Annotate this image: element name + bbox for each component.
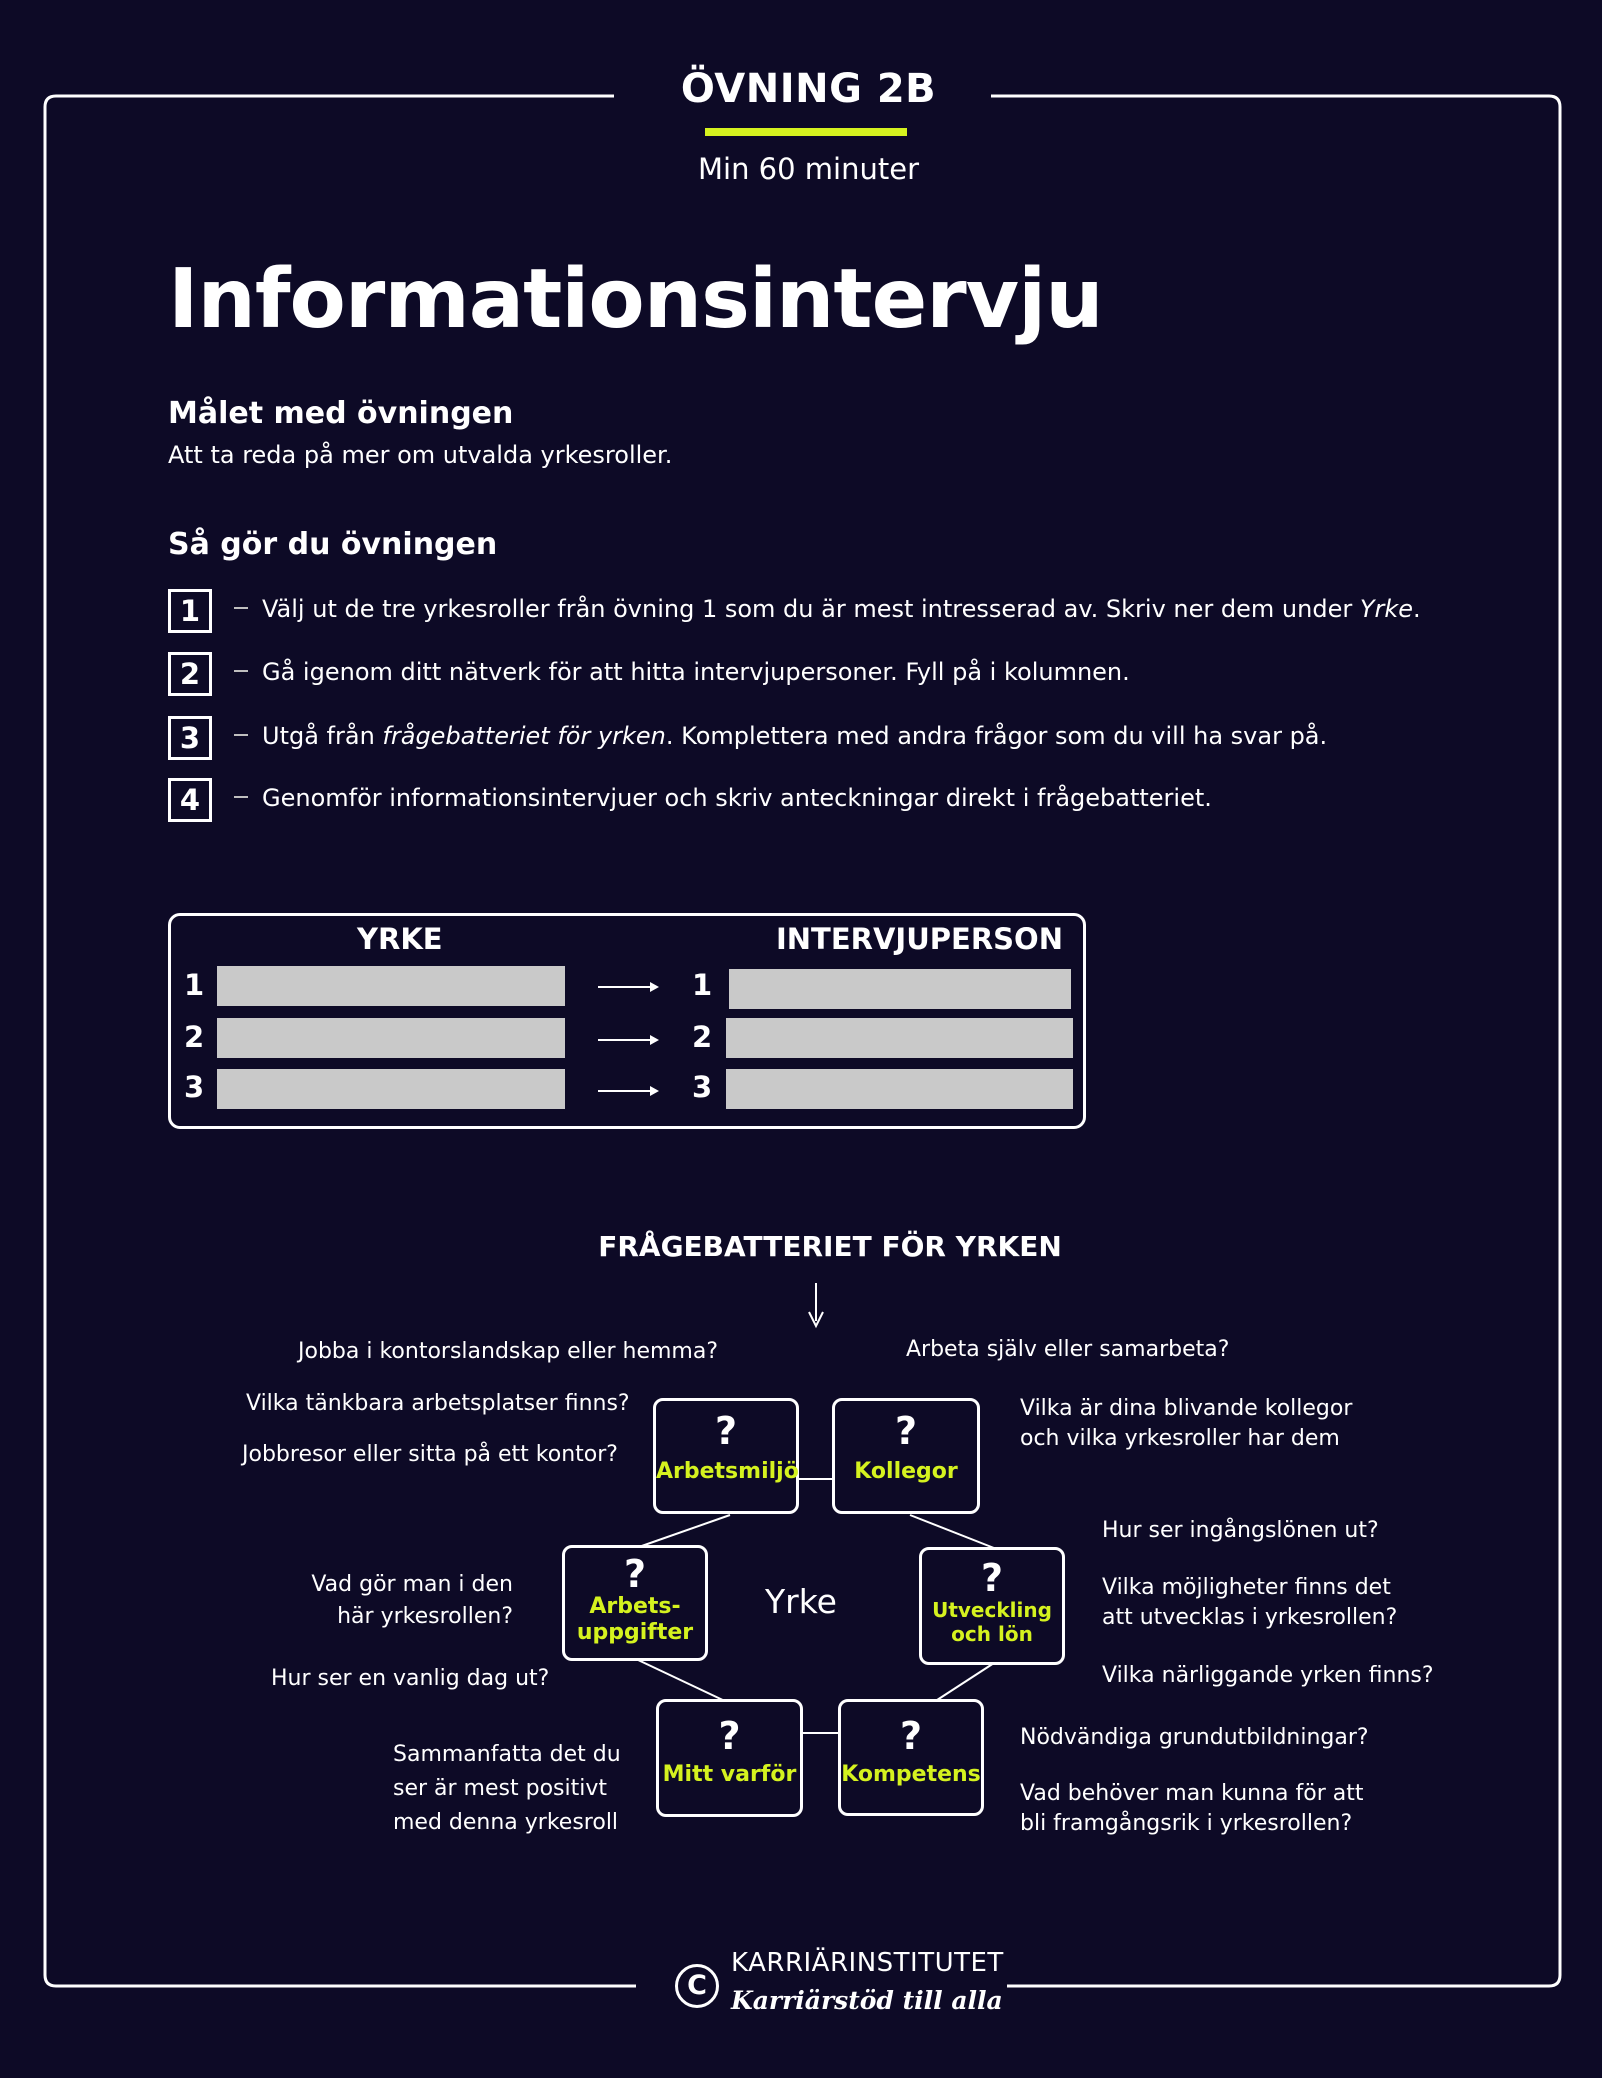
yrke-field-1[interactable] [217, 966, 565, 1006]
question-note: och vilka yrkesroller har dem [1020, 1426, 1340, 1451]
box-utveckling [919, 1547, 1065, 1665]
page-title: Informationsintervju [168, 252, 1103, 347]
org-name: KARRIÄRINSTITUTET [731, 1948, 1004, 1978]
question-mark-icon: ? [714, 1409, 738, 1453]
row-number: 1 [184, 968, 205, 1002]
step-number: 3 [168, 716, 212, 760]
intervjuperson-field-2[interactable] [726, 1018, 1073, 1058]
box-kompetens [838, 1699, 984, 1816]
battery-title: FRÅGEBATTERIET FÖR YRKEN [598, 1230, 1062, 1263]
box-arbetsmiljo [653, 1398, 799, 1514]
question-mark-icon: ? [894, 1409, 918, 1453]
question-note: Sammanfatta det du [393, 1742, 621, 1767]
arrow-right-icon [598, 1085, 660, 1097]
question-note: att utvecklas i yrkesrollen? [1102, 1605, 1398, 1630]
question-note: Hur ser en vanlig dag ut? [271, 1666, 550, 1691]
how-heading: Så gör du övningen [168, 527, 498, 562]
question-note: Nödvändiga grundutbildningar? [1020, 1725, 1369, 1750]
dash-divider [234, 607, 248, 609]
accent-underline [705, 128, 907, 136]
question-note: här yrkesrollen? [337, 1604, 513, 1629]
step-text: Utgå från frågebatteriet för yrken. Komplettera med andra frågor som du vill ha svar på. [262, 722, 1328, 750]
exercise-label: ÖVNING 2B [680, 66, 937, 112]
box-label: Mitt varför [662, 1762, 797, 1787]
row-number: 3 [184, 1070, 205, 1104]
box-label: Kollegor [854, 1459, 958, 1484]
intervjuperson-field-1[interactable] [729, 969, 1071, 1009]
down-arrow-icon [809, 1283, 823, 1326]
question-note: ser är mest positivt [393, 1776, 607, 1801]
box-label: Utveckling [932, 1598, 1052, 1622]
question-note: Vilka närliggande yrken finns? [1102, 1663, 1434, 1688]
step-number: 2 [168, 652, 212, 696]
dash-divider [234, 734, 248, 736]
step-number: 4 [168, 778, 212, 822]
arrow-right-icon [598, 981, 660, 993]
step-text: Gå igenom ditt nätverk för att hitta intervjupersoner. Fyll på i kolumnen. [262, 658, 1130, 686]
column-header-intervjuperson: INTERVJUPERSON [776, 922, 1063, 956]
step-text: Genomför informationsintervjuer och skriv anteckningar direkt i frågebatteriet. [262, 784, 1212, 812]
box-label: Kompetens [841, 1762, 981, 1787]
question-mark-icon: ? [718, 1714, 741, 1758]
box-label: Arbets- [589, 1594, 681, 1619]
yrke-field-2[interactable] [217, 1018, 565, 1058]
box-label: uppgifter [576, 1620, 694, 1645]
dash-divider [234, 670, 248, 672]
box-arbetsuppgifter [562, 1545, 708, 1661]
question-note: Vad gör man i den [311, 1572, 513, 1597]
dash-divider [234, 796, 248, 798]
yrke-field-3[interactable] [217, 1069, 565, 1109]
box-label: Arbetsmiljö [656, 1459, 799, 1484]
question-note: Vad behöver man kunna för att [1020, 1781, 1364, 1806]
question-mark-icon: ? [623, 1552, 647, 1596]
goal-heading: Målet med övningen [168, 396, 514, 431]
copyright-logo-icon: C [675, 1964, 719, 2008]
question-note: Vilka möjligheter finns det [1102, 1575, 1391, 1600]
box-kollegor [832, 1398, 980, 1514]
question-note: Hur ser ingångslönen ut? [1102, 1518, 1379, 1543]
question-note: Jobbresor eller sitta på ett kontor? [242, 1442, 618, 1467]
row-number: 2 [692, 1020, 713, 1054]
row-number: 3 [692, 1070, 713, 1104]
question-note: Vilka tänkbara arbetsplatser finns? [246, 1391, 630, 1416]
step-number: 1 [168, 589, 212, 633]
question-note: Jobba i kontorslandskap eller hemma? [298, 1339, 718, 1364]
question-mark-icon: ? [980, 1556, 1004, 1600]
row-number: 2 [184, 1020, 205, 1054]
column-header-yrke: YRKE [357, 922, 443, 956]
question-note: Vilka är dina blivande kollegor [1020, 1396, 1353, 1421]
box-label: och lön [951, 1622, 1033, 1646]
row-number: 1 [692, 968, 713, 1002]
duration-label: Min 60 minuter [698, 152, 919, 186]
center-label-yrke: Yrke [765, 1582, 837, 1621]
org-tagline: Karriärstöd till alla [731, 1986, 1003, 2015]
step-text: Välj ut de tre yrkesroller från övning 1 som du är mest intresserad av. Skriv ner dem under Yrke. [262, 595, 1421, 623]
goal-text: Att ta reda på mer om utvalda yrkesroller. [168, 441, 673, 469]
question-note: bli framgångsrik i yrkesrollen? [1020, 1811, 1353, 1836]
box-mitt-varfor [656, 1699, 803, 1817]
arrow-right-icon [598, 1034, 660, 1046]
question-mark-icon: ? [899, 1714, 923, 1758]
question-note: med denna yrkesroll [393, 1810, 619, 1835]
question-note: Arbeta själv eller samarbeta? [906, 1337, 1230, 1362]
intervjuperson-field-3[interactable] [726, 1069, 1073, 1109]
